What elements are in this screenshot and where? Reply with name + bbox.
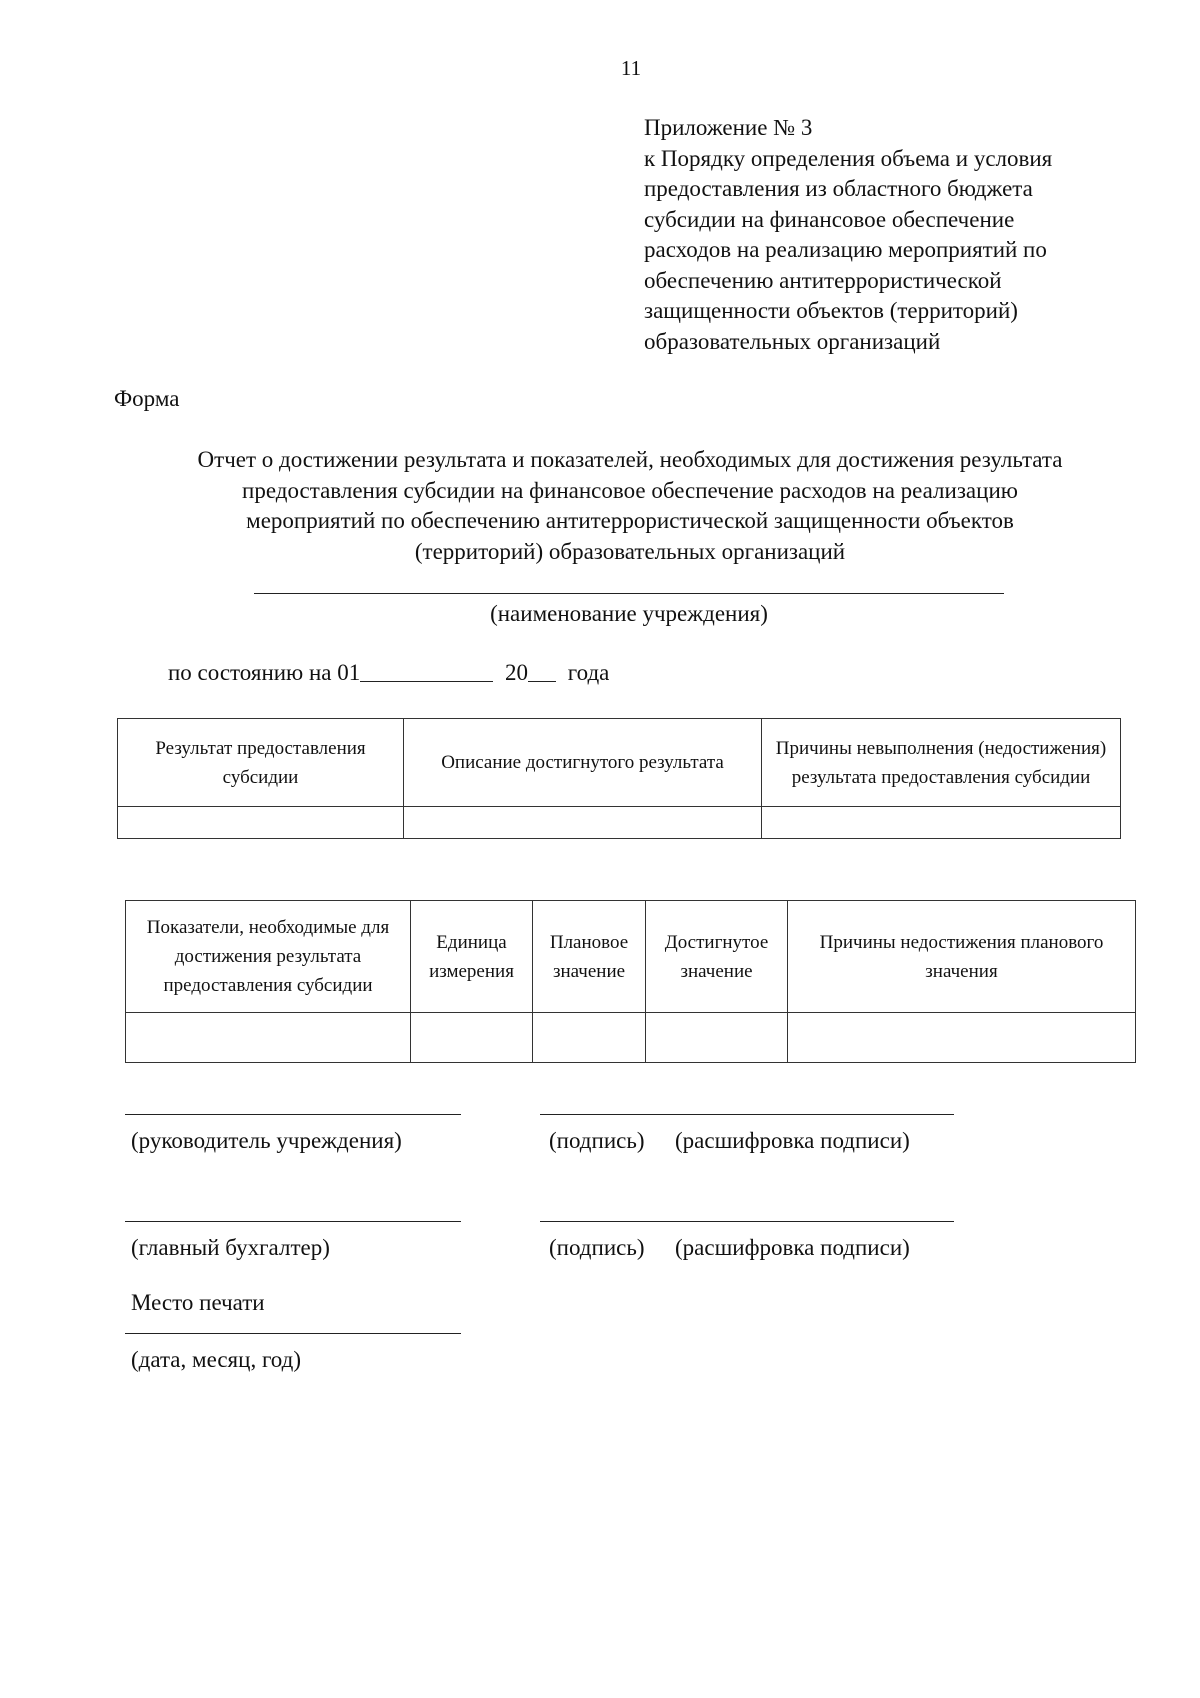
indicators-table-cell[interactable] bbox=[533, 1013, 646, 1063]
result-table-header: Описание достигнутого результата bbox=[404, 719, 762, 807]
accountant-name-field[interactable] bbox=[125, 1221, 461, 1222]
result-table-header: Причины невыполнения (недостижения) результата предоставления субсидии bbox=[762, 719, 1121, 807]
appendix-line: Приложение № 3 bbox=[644, 115, 813, 140]
head-name-field[interactable] bbox=[125, 1114, 461, 1115]
title-line: Отчет о достижении результата и показателей, необходимых для достижения результата bbox=[197, 447, 1063, 472]
year-blank-field[interactable] bbox=[528, 680, 556, 682]
appendix-line: защищенности объектов (территорий) bbox=[644, 298, 1018, 323]
institution-name-field[interactable] bbox=[254, 593, 1004, 594]
indicators-table-header: Единица измерения bbox=[411, 901, 533, 1013]
stamp-place-label: Место печати bbox=[131, 1290, 265, 1315]
appendix-line: образовательных организаций bbox=[644, 328, 941, 354]
page-number: 11 bbox=[620, 56, 642, 80]
indicators-table-cell[interactable] bbox=[788, 1013, 1136, 1063]
result-table-cell[interactable] bbox=[762, 807, 1121, 839]
title-line: мероприятий по обеспечению антитеррористической защищенности объектов bbox=[246, 508, 1014, 533]
signature-decoding-caption: (расшифровка подписи) bbox=[675, 1128, 910, 1153]
indicators-table-header: Плановое значение bbox=[533, 901, 646, 1013]
title-line: предоставления субсидии на финансовое обеспечение расходов на реализацию bbox=[242, 477, 1018, 503]
title-line: (территорий) образовательных организаций bbox=[414, 538, 846, 564]
indicators-table bbox=[125, 900, 1136, 1063]
result-table-header: Результат предоставления субсидии bbox=[118, 719, 404, 807]
accountant-signature-field[interactable] bbox=[540, 1221, 954, 1222]
result-table-cell[interactable] bbox=[118, 807, 404, 839]
appendix-reference bbox=[644, 113, 1052, 357]
indicators-table-header: Причины недостижения планового значения bbox=[788, 901, 1136, 1013]
signature-caption: (подпись) bbox=[549, 1235, 645, 1260]
indicators-table-cell[interactable] bbox=[126, 1013, 411, 1063]
as-of-prefix: по состоянию на 01 bbox=[168, 660, 361, 685]
appendix-line: к Порядку определения объема и условия bbox=[644, 145, 1053, 171]
appendix-line: предоставления из областного бюджета bbox=[644, 176, 1033, 201]
date-caption: (дата, месяц, год) bbox=[131, 1347, 302, 1372]
form-label: Форма bbox=[114, 386, 180, 411]
head-signature-field[interactable] bbox=[540, 1114, 954, 1115]
appendix-line: обеспечению антитеррористической bbox=[644, 267, 1002, 293]
signature-caption: (подпись) bbox=[549, 1128, 645, 1153]
month-blank-field[interactable] bbox=[360, 680, 493, 682]
indicators-table-cell[interactable] bbox=[411, 1013, 533, 1063]
as-of-suffix: года bbox=[567, 660, 610, 685]
date-field[interactable] bbox=[125, 1333, 461, 1334]
result-table bbox=[117, 718, 1121, 839]
result-table-cell[interactable] bbox=[404, 807, 762, 839]
indicators-table-header: Достигнутое значение bbox=[646, 901, 788, 1013]
head-caption: (руководитель учреждения) bbox=[131, 1128, 402, 1153]
indicators-table-cell[interactable] bbox=[646, 1013, 788, 1063]
as-of-year-prefix: 20 bbox=[505, 660, 529, 685]
signature-decoding-caption: (расшифровка подписи) bbox=[675, 1235, 910, 1260]
report-title bbox=[90, 445, 1170, 567]
indicators-table-header: Показатели, необходимые для достижения результата предоставления субсидии bbox=[126, 901, 411, 1013]
appendix-line: расходов на реализацию мероприятий по bbox=[644, 237, 1047, 262]
appendix-line: субсидии на финансовое обеспечение bbox=[644, 206, 1015, 232]
accountant-caption: (главный бухгалтер) bbox=[131, 1235, 330, 1260]
as-of-date-line bbox=[168, 660, 609, 686]
institution-caption: (наименование учреждения) bbox=[490, 601, 768, 626]
